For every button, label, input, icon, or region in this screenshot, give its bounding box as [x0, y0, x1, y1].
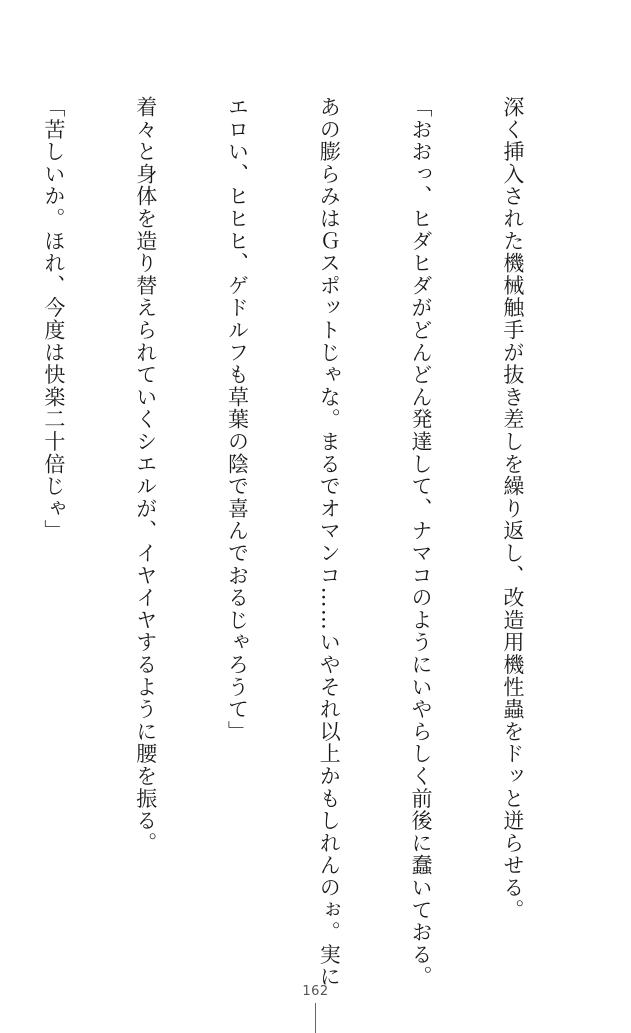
text-line: 着々と身体を造り替えられていくシエルが、イヤイヤするように腰を振る。: [133, 96, 158, 855]
page-number: 162: [302, 984, 329, 999]
text-line: エロい、ヒヒヒ、ゲドルフも草葉の陰で喜んでおるじゃろうて」: [225, 96, 250, 743]
text-line: 「おおっ、ヒダヒダがどんどん発達して、ナマコのようにいやらしく前後に蠢いておる。: [409, 96, 434, 988]
text-line: あの膨らみはＧスポットじゃな。まるでオマンコ……いやそれ以上かもしれんのぉ。実に: [317, 96, 342, 988]
text-line: 深く挿入された機械触手が抜き差しを繰り返し、改造用機性蟲をドッと迸らせる。: [500, 96, 525, 922]
text-line: 「苦しいか。ほれ、今度は快楽二十倍じゃ」: [41, 96, 66, 542]
vertical-text-body: [0, 96, 589, 988]
page-divider-rule: [315, 1003, 316, 1033]
